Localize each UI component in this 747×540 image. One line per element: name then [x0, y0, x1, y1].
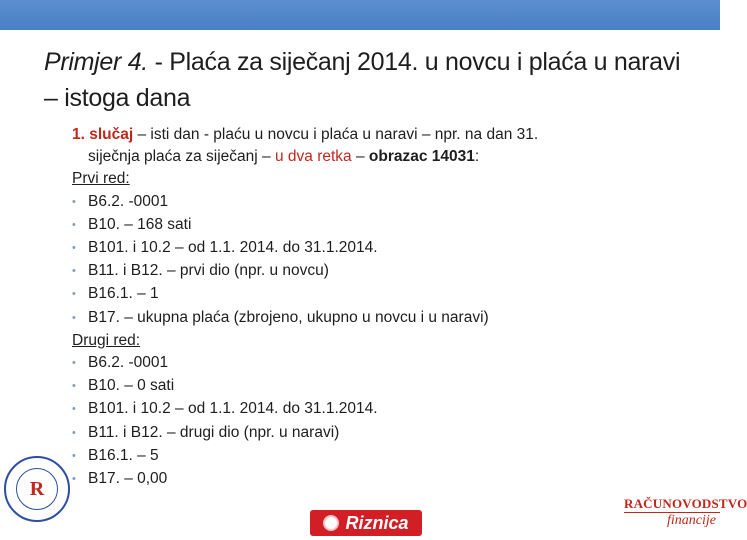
- list-item-text: B6.2. -0001: [88, 354, 169, 372]
- bullet-icon: •: [72, 288, 76, 301]
- header-band: [0, 0, 720, 30]
- bullet-icon: •: [72, 403, 76, 416]
- racunovodstvo-logo-bottom: financije: [667, 513, 716, 528]
- case-bold-part: obrazac 14031: [368, 148, 475, 166]
- list-item-text: B16.1. – 5: [88, 446, 159, 464]
- list-item: [72, 191, 692, 214]
- list-item-text: B11. i B12. – prvi dio (npr. u novcu): [88, 262, 329, 280]
- riznica-logo-text: Riznica: [345, 512, 409, 533]
- list-item: [72, 468, 692, 491]
- list-item-text: B16.1. – 1: [88, 285, 159, 303]
- bullet-icon: •: [72, 426, 76, 439]
- bullet-icon: •: [72, 311, 76, 324]
- list-item: [72, 260, 692, 283]
- case-text-2: siječnja plaća za siječanj –: [88, 148, 275, 166]
- list-item-text: B101. i 10.2 – od 1.1. 2014. do 31.1.2014.: [88, 400, 378, 418]
- bullet-icon: •: [72, 473, 76, 486]
- bullet-icon: •: [72, 242, 76, 255]
- list-item: [72, 307, 692, 330]
- racunovodstvo-logo-top: RAČUNOVODSTVO: [624, 496, 747, 511]
- bullet-icon: •: [72, 380, 76, 393]
- list-item: [72, 375, 692, 398]
- riznica-emblem-icon: [323, 515, 339, 531]
- second-row-heading: Drugi red:: [72, 331, 141, 349]
- case-label: 1. slučaj: [72, 126, 134, 143]
- bullet-icon: •: [72, 218, 76, 231]
- list-item: [72, 445, 692, 468]
- list-item-text: B17. – 0,00: [88, 470, 168, 488]
- list-item: [72, 398, 692, 421]
- list-item: [72, 352, 692, 375]
- case-text-1: – isti dan - plaću u novcu i plaća u naravi – npr. na dan 31.: [133, 126, 539, 143]
- list-item: [72, 237, 692, 260]
- list-item-text: B6.2. -0001: [88, 192, 169, 210]
- case-continuation: [72, 146, 692, 168]
- title-prefix: Primjer 4.: [44, 48, 155, 76]
- case-description: [72, 124, 692, 168]
- slide-title: [44, 44, 694, 116]
- list-item: [72, 214, 692, 237]
- bullet-icon: •: [72, 195, 76, 208]
- bullet-icon: •: [72, 449, 76, 462]
- association-seal-logo: [4, 456, 70, 522]
- seal-monogram-icon: R: [29, 478, 45, 500]
- list-item-text: B10. – 168 sati: [88, 215, 192, 233]
- case-text-4: :: [474, 148, 480, 166]
- list-item-text: B101. i 10.2 – od 1.1. 2014. do 31.1.2014.: [88, 239, 378, 257]
- first-row-heading: Prvi red:: [72, 170, 130, 188]
- title-main: - Plaća za siječanj 2014. u novcu i plaća u naravi – istoga dana: [44, 48, 681, 112]
- list-item-text: B17. – ukupna plaća (zbrojeno, ukupno u novcu i u naravi): [88, 308, 489, 326]
- case-text-3: –: [351, 148, 369, 166]
- bullet-icon: •: [72, 265, 76, 278]
- list-item: [72, 422, 692, 445]
- riznica-logo: [310, 510, 422, 536]
- racunovodstvo-financije-logo: [624, 496, 747, 540]
- list-item: [72, 283, 692, 306]
- list-item-text: B11. i B12. – drugi dio (npr. u naravi): [88, 423, 340, 441]
- list-item-text: B10. – 0 sati: [88, 377, 175, 395]
- slide-content: [72, 124, 692, 491]
- bullet-icon: •: [72, 357, 76, 370]
- case-red-part: u dva retka: [274, 148, 352, 166]
